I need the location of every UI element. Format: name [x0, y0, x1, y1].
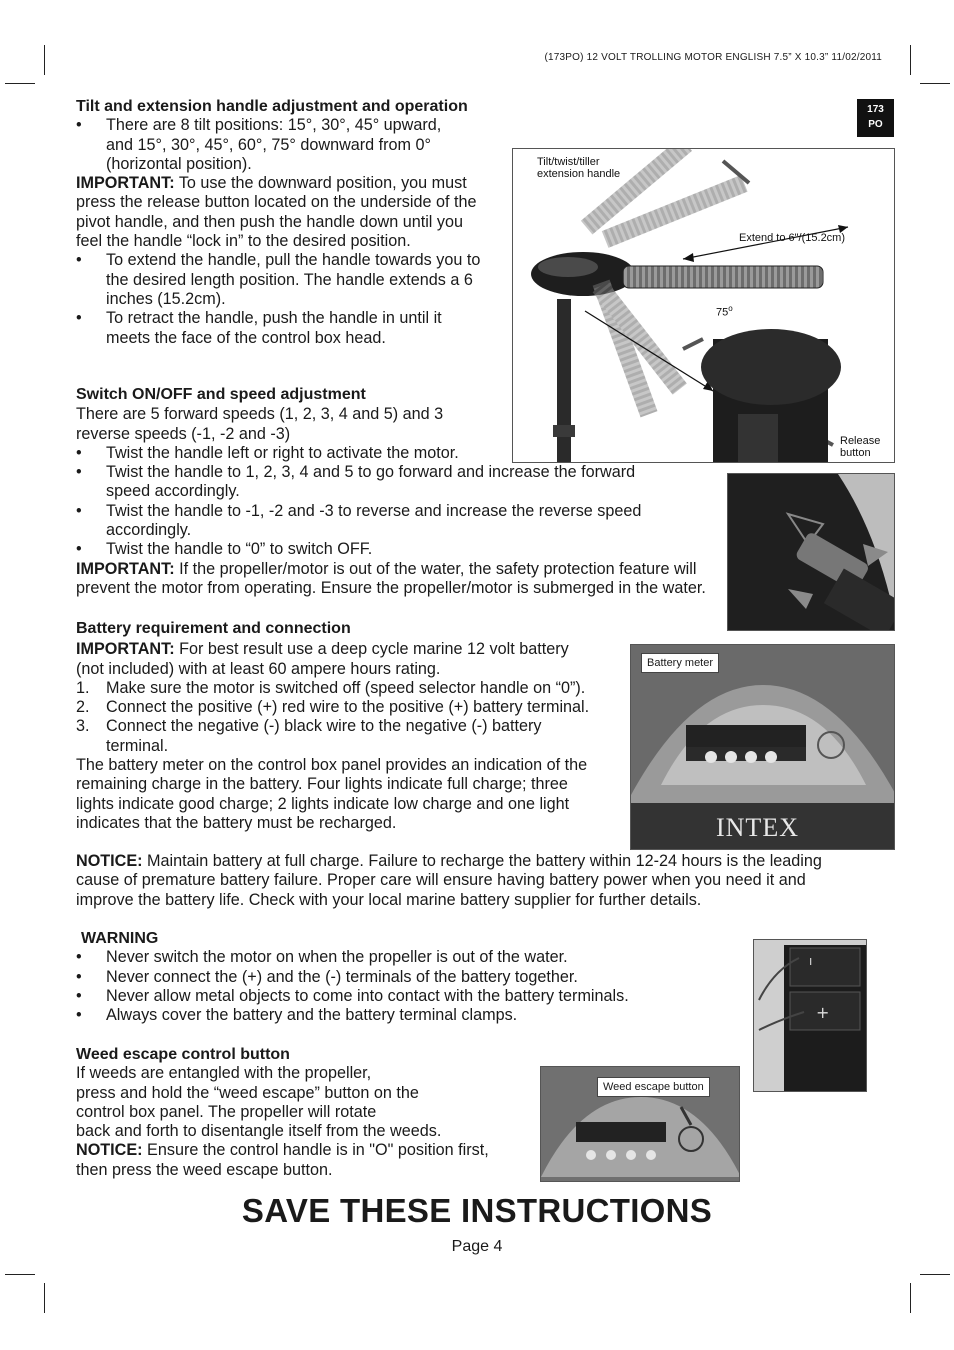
text-line: accordingly.	[106, 521, 192, 540]
text-line: control box panel. The propeller will rotate	[76, 1102, 377, 1121]
text-line: Maintain battery at full charge. Failure to recharge the battery within 12-24 hours is the leading	[142, 852, 822, 870]
document-info: (173PO) 12 VOLT TROLLING MOTOR ENGLISH 7.5” X 10.3” 11/02/2011	[544, 52, 882, 63]
tilt-bullet-1	[76, 116, 516, 174]
battery-step-3	[76, 717, 636, 756]
bullet-mark: •	[76, 948, 82, 967]
battery-meter-figure	[630, 644, 895, 850]
crop-mark	[5, 83, 35, 84]
text-line: lights indicate good charge; 2 lights indicate low charge and one light	[76, 794, 570, 813]
important-label: IMPORTANT:	[76, 640, 175, 659]
twist-handle-illustration	[728, 474, 895, 631]
battery-step-1	[76, 679, 636, 698]
label-handle	[537, 156, 620, 180]
terminal-mark: +	[816, 1003, 830, 1022]
bullet-mark: •	[76, 443, 82, 462]
text-line: (horizontal position).	[106, 154, 252, 173]
battery-meter-label: Battery meter	[641, 653, 719, 673]
tilt-bullet-2	[76, 251, 516, 309]
battery-step-2	[76, 698, 636, 717]
text-line: Connect the negative (-) black wire to the negative (-) battery	[106, 717, 542, 736]
text-line: indicates that the battery must be recharged.	[76, 813, 397, 832]
text-line: For best result use a deep cycle marine 12 volt battery	[174, 640, 569, 659]
battery-terminal-figure	[753, 939, 867, 1092]
weed-escape-figure	[540, 1066, 740, 1182]
weed-heading: Weed escape control button	[76, 1046, 290, 1063]
text-line: Tilt/twist/tiller	[537, 156, 600, 168]
crop-mark	[44, 1283, 45, 1313]
page-tag-line1: 173	[867, 104, 884, 115]
page-number: Page 4	[451, 1238, 503, 1255]
warning-section	[76, 929, 746, 1025]
save-instructions-title: SAVE THESE INSTRUCTIONS	[241, 1192, 713, 1229]
crop-mark	[44, 45, 45, 75]
text-line: button	[840, 447, 871, 459]
text-line: the desired length position. The handle extends a 6	[106, 270, 473, 289]
text-line: Ensure the control handle is in "O" position first,	[142, 1141, 489, 1160]
text-line: Twist the handle left or right to activate the motor.	[106, 443, 459, 462]
page-tag	[857, 99, 894, 137]
bullet-mark: •	[76, 463, 82, 482]
text-line: To use the downward position, you must	[174, 174, 467, 193]
text-line: Never allow metal objects to come into contact with the battery terminals.	[106, 986, 629, 1005]
bullet-mark: •	[76, 540, 82, 559]
text-line: press the release button located on the underside of the	[76, 193, 477, 212]
terminal-mark: ı	[809, 954, 813, 968]
text-line: There are 8 tilt positions: 15°, 30°, 45° upward,	[106, 116, 442, 135]
text-line: If weeds are entangled with the propeller,	[76, 1064, 372, 1083]
crop-mark	[910, 1283, 911, 1313]
text-line: Release	[840, 435, 881, 447]
text-line: reverse speeds (-1, -2 and -3)	[76, 424, 291, 443]
warning-bullet-2	[76, 968, 746, 987]
bullet-mark: •	[76, 967, 82, 986]
text-line: (not included) with at least 60 ampere hours rating.	[76, 659, 441, 678]
text-line: To retract the handle, push the handle in until it	[106, 309, 442, 328]
crop-mark	[5, 1274, 35, 1275]
battery-terminal-illustration	[754, 940, 867, 1092]
bullet-mark: •	[76, 986, 82, 1005]
degree-mark: o	[728, 304, 733, 313]
bullet-mark: •	[76, 251, 82, 270]
text-line: remaining charge in the battery. Four lights indicate full charge; three	[76, 775, 568, 794]
text-line: To extend the handle, pull the handle towards you to	[106, 251, 481, 270]
text-line: Never connect the (+) and the (-) terminals of the battery together.	[106, 967, 578, 986]
weed-escape-label: Weed escape button	[597, 1077, 710, 1097]
label-extend: Extend to 6"/(15.2cm)	[739, 232, 846, 244]
text-line: speed accordingly.	[106, 482, 240, 501]
text-line: cause of premature battery failure. Proper care will ensure having battery power when you need it and	[76, 871, 806, 890]
text-line: press and hold the “weed escape” button on the	[76, 1083, 419, 1102]
important-label: IMPORTANT:	[76, 559, 175, 578]
battery-heading: Battery requirement and connection	[76, 620, 351, 637]
text-line: If the propeller/motor is out of the water, the safety protection feature will	[174, 559, 697, 578]
text-line: meets the face of the control box head.	[106, 328, 386, 347]
text-line: prevent the motor from operating. Ensure the propeller/motor is submerged in the water.	[76, 578, 706, 597]
angle-value: 75	[716, 306, 729, 319]
step-number: 2.	[76, 698, 90, 717]
label-release	[840, 435, 880, 459]
text-line: feel the handle “lock in” to the desired position.	[76, 232, 411, 251]
bullet-mark: •	[76, 309, 82, 328]
text-line: Connect the positive (+) red wire to the positive (+) battery terminal.	[106, 698, 590, 717]
label-angle	[716, 303, 733, 319]
text-line: pivot handle, and then push the handle down until you	[76, 212, 463, 231]
twist-handle-figure	[727, 473, 895, 631]
text-line: back and forth to disentangle itself from the weeds.	[76, 1122, 442, 1141]
text-line: then press the weed escape button.	[76, 1160, 333, 1179]
text-line: Never switch the motor on when the propeller is out of the water.	[106, 948, 568, 967]
warning-bullet-3	[76, 987, 746, 1006]
bullet-mark: •	[76, 116, 82, 135]
crop-mark	[910, 45, 911, 75]
switch-bullet-1	[76, 444, 726, 463]
text-line: Twist the handle to -1, -2 and -3 to reverse and increase the reverse speed	[106, 501, 642, 520]
tilt-bullet-3	[76, 309, 516, 348]
switch-section	[76, 385, 726, 598]
warning-heading: WARNING	[81, 930, 159, 947]
warning-bullet-1	[76, 948, 746, 967]
text-line: The battery meter on the control box panel provides an indication of the	[76, 756, 588, 775]
text-line: There are 5 forward speeds (1, 2, 3, 4 and 5) and 3	[76, 405, 444, 424]
switch-bullet-3	[76, 502, 726, 541]
switch-bullet-4	[76, 540, 726, 559]
important-label: IMPORTANT:	[76, 174, 175, 193]
text-line: and 15°, 30°, 45°, 60°, 75° downward from 0°	[106, 135, 432, 154]
switch-important	[76, 560, 726, 599]
text-line: Twist the handle to 1, 2, 3, 4 and 5 to go forward and increase the forward	[106, 463, 636, 482]
step-number: 3.	[76, 717, 90, 736]
text-line: inches (15.2cm).	[106, 289, 226, 308]
notice-label: NOTICE:	[76, 852, 143, 870]
text-line: improve the battery life. Check with your local marine battery supplier for further details.	[76, 890, 702, 909]
text-line: terminal.	[106, 736, 169, 755]
bullet-mark: •	[76, 501, 82, 520]
crop-mark	[920, 1274, 950, 1275]
warning-bullet-4	[76, 1006, 746, 1025]
intex-logo: INTEX	[716, 813, 799, 842]
tilt-section	[76, 97, 516, 348]
notice-section	[76, 852, 896, 910]
bullet-mark: •	[76, 1006, 82, 1025]
text-line: extension handle	[537, 168, 621, 180]
tilt-heading: Tilt and extension handle adjustment and operation	[76, 98, 468, 115]
battery-section	[76, 619, 636, 833]
switch-bullet-2	[76, 463, 726, 502]
text-line: Always cover the battery and the battery terminal clamps.	[106, 1006, 518, 1025]
crop-mark	[920, 83, 950, 84]
text-line: Twist the handle to “0” to switch OFF.	[106, 540, 373, 559]
page-tag-line2: PO	[868, 119, 883, 130]
notice-label: NOTICE:	[76, 1141, 143, 1160]
tilt-important	[76, 174, 516, 251]
text-line: Make sure the motor is switched off (speed selector handle on “0”).	[106, 678, 586, 697]
weed-section	[76, 1045, 536, 1180]
step-number: 1.	[76, 678, 90, 697]
switch-heading: Switch ON/OFF and speed adjustment	[76, 386, 366, 403]
